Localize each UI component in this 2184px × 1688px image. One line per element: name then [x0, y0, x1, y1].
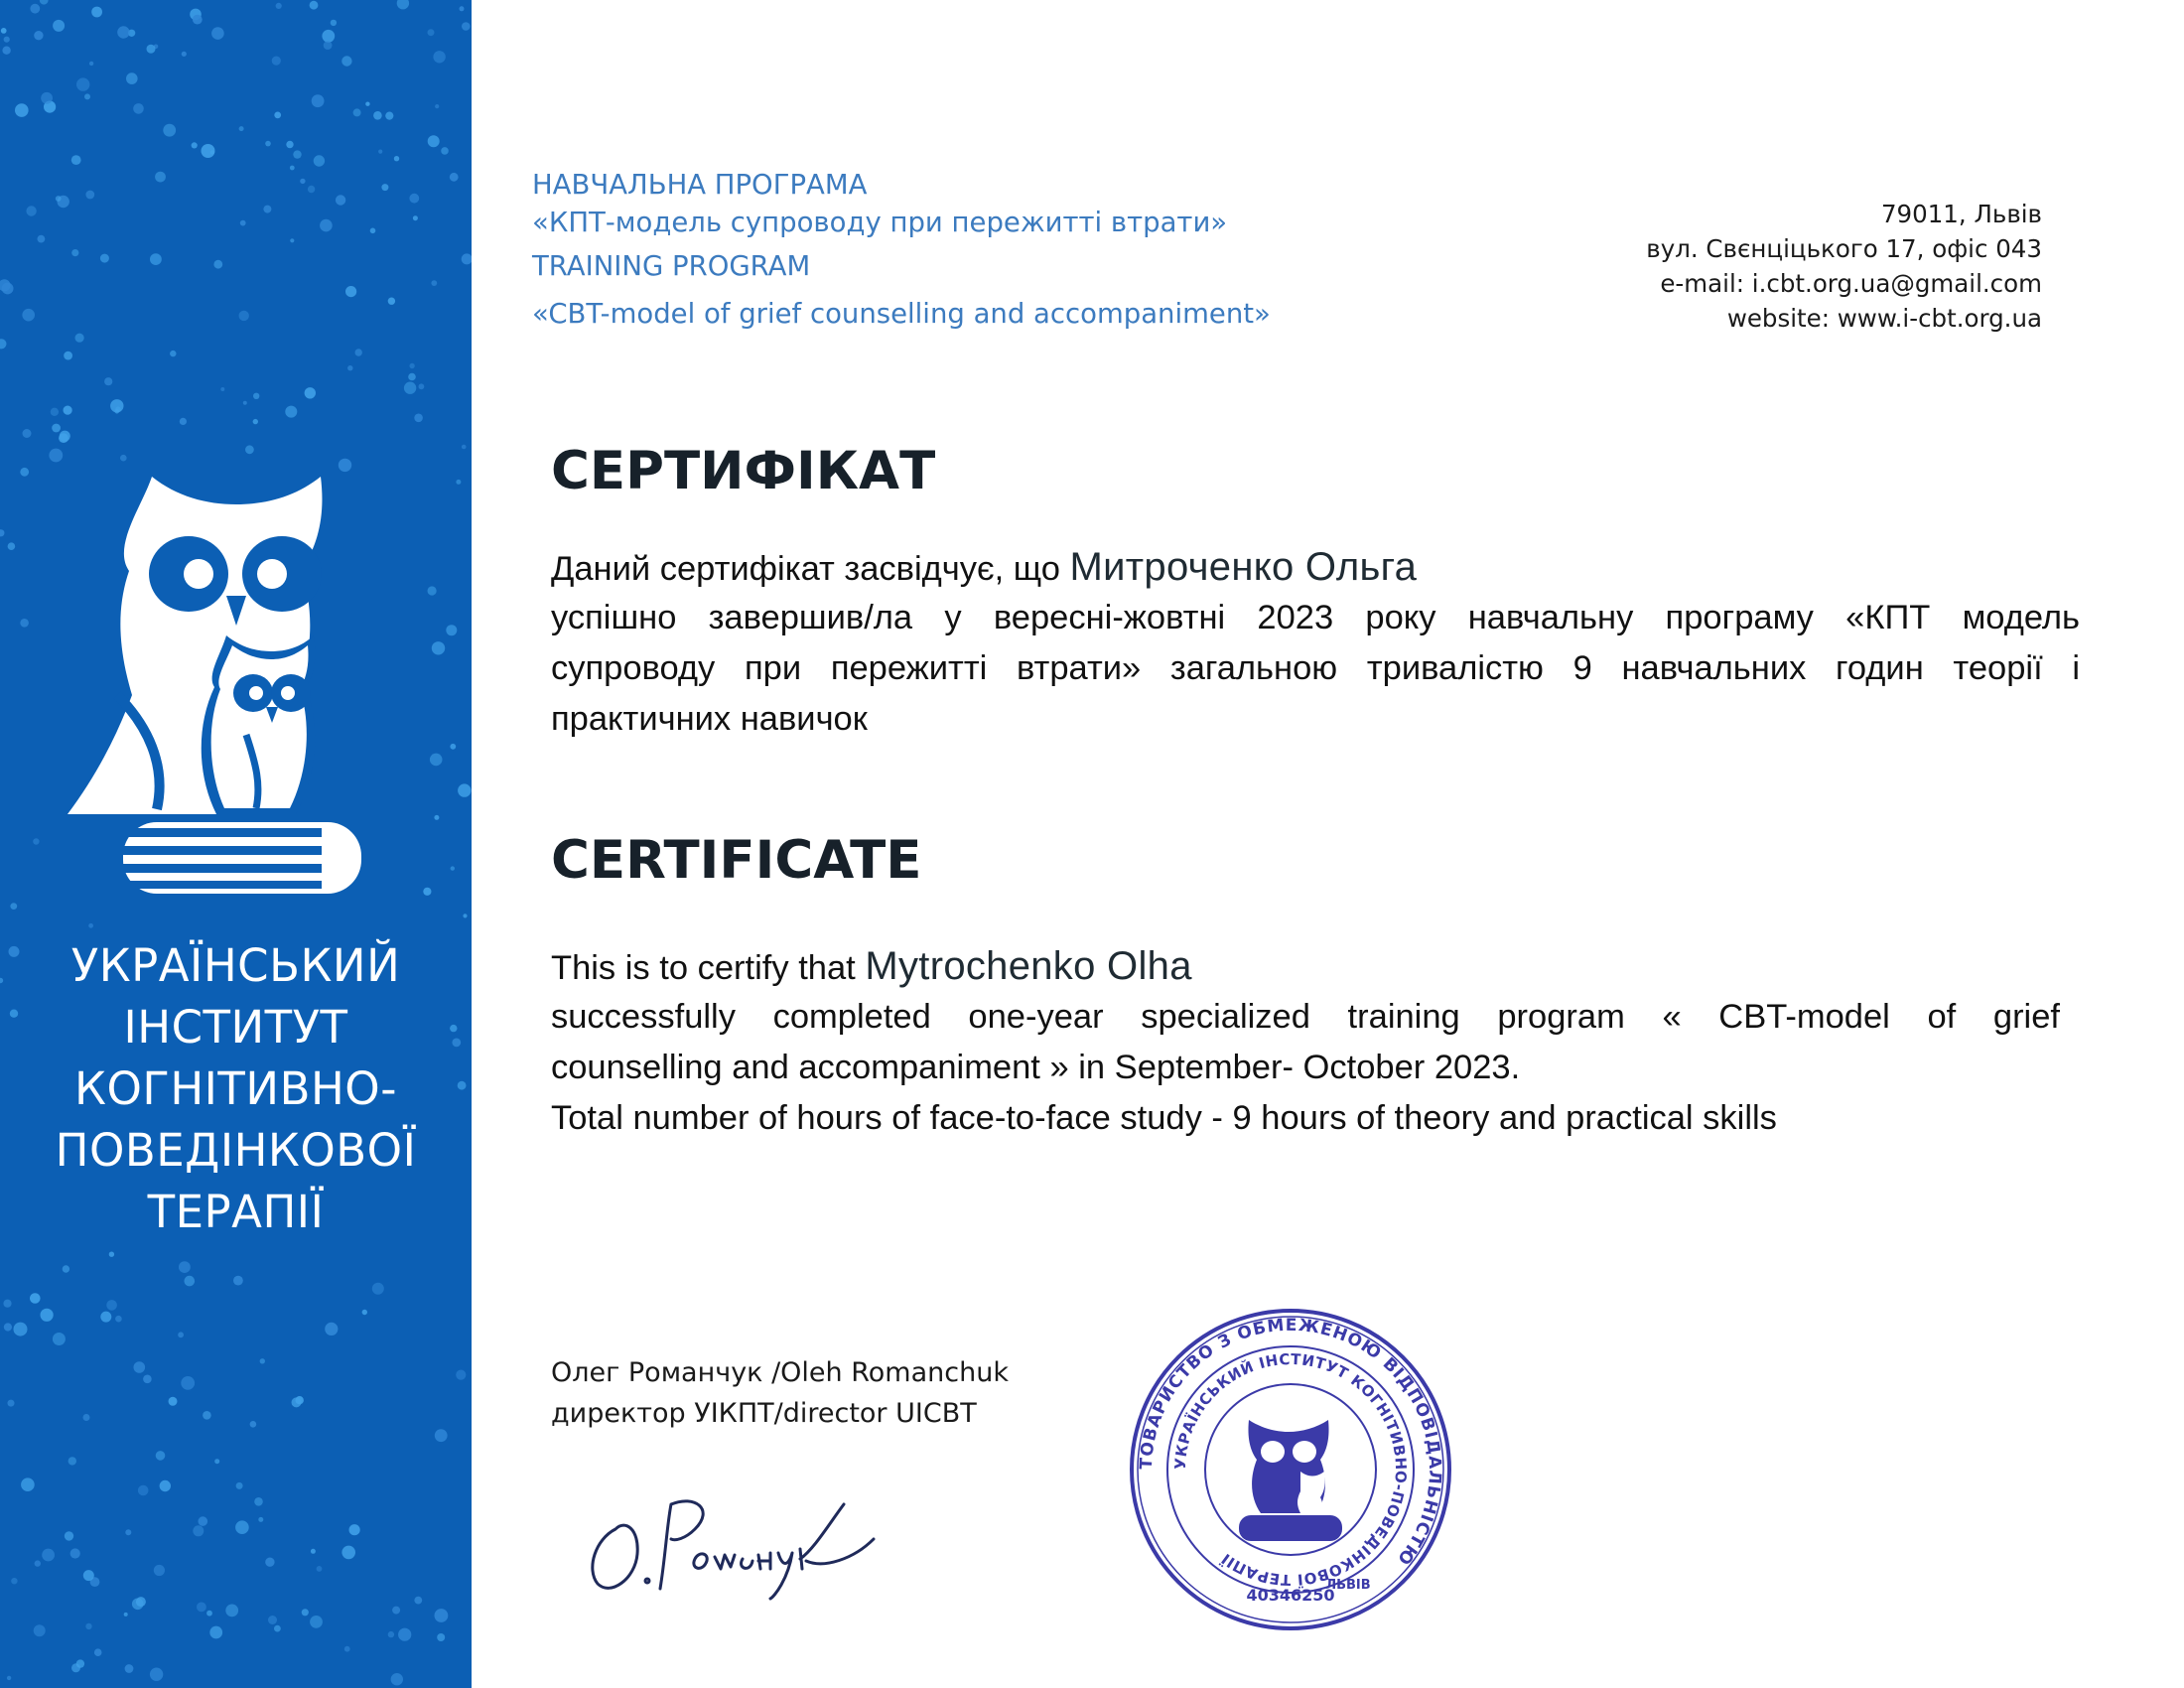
decorative-dot — [124, 1613, 128, 1617]
decorative-dot — [156, 1451, 166, 1461]
decorative-dot — [133, 103, 144, 114]
owls-on-book-icon — [58, 477, 415, 904]
decorative-dot — [260, 1358, 265, 1363]
decorative-dot — [250, 1421, 257, 1428]
decorative-dot — [432, 641, 445, 654]
decorative-dot — [22, 309, 35, 322]
decorative-dot — [462, 253, 472, 264]
decorative-dot — [75, 334, 84, 343]
website-address: website: www.i-cbt.org.ua — [1726, 304, 2042, 333]
decorative-dot — [100, 1312, 111, 1323]
decorative-dot — [38, 235, 46, 243]
certificate-heading-en: CERTIFICATE — [551, 830, 922, 891]
decorative-dot — [109, 1252, 114, 1257]
decorative-dot — [106, 1300, 117, 1311]
decorative-dot — [104, 377, 112, 385]
decorative-dot — [56, 196, 62, 202]
decorative-dot — [430, 754, 443, 767]
decorative-dot — [398, 1628, 411, 1641]
certificate-body-line: практичних навичок — [551, 700, 868, 738]
decorative-dot — [344, 1646, 350, 1652]
decorative-dot — [409, 363, 414, 368]
certificate-heading-ua: СЕРТИФІКАТ — [551, 441, 936, 501]
decorative-dot — [180, 418, 187, 425]
decorative-dot — [181, 1376, 195, 1390]
decorative-dot — [143, 1375, 152, 1384]
decorative-dot — [314, 155, 325, 166]
decorative-dot — [68, 1457, 76, 1465]
decorative-dot — [15, 103, 29, 117]
contact-block — [1646, 197, 2042, 336]
decorative-dot — [302, 1609, 309, 1616]
decorative-dot — [310, 1, 319, 10]
decorative-dot — [30, 1293, 41, 1304]
svg-text:40346250 — [1246, 1586, 1334, 1605]
decorative-dot — [76, 77, 89, 90]
institute-name-line: КОГНІТИВНО- — [74, 1062, 397, 1115]
decorative-dot — [4, 1323, 12, 1331]
decorative-dot — [308, 186, 315, 193]
decorative-dot — [203, 1411, 211, 1420]
decorative-dot — [41, 1309, 54, 1322]
decorative-dot — [394, 156, 399, 161]
decorative-dot — [0, 529, 5, 536]
decorative-dot — [258, 1517, 263, 1522]
decorative-dot — [89, 62, 93, 66]
decorative-dot — [225, 1605, 238, 1618]
program-label-en: TRAINING PROGRAM — [532, 250, 811, 282]
certificate-body-line: successfully completed one-year specialized training program « CBT-model of grief — [551, 998, 2060, 1036]
decorative-dot — [353, 108, 361, 116]
decorative-dot — [51, 408, 59, 416]
decorative-dot — [322, 30, 335, 43]
decorative-dot — [83, 1414, 90, 1421]
decorative-dot — [345, 286, 356, 297]
decorative-dot — [437, 1633, 445, 1641]
decorative-dot — [290, 238, 294, 242]
decorative-dot — [292, 1397, 302, 1407]
decorative-dot — [34, 31, 43, 40]
decorative-dot — [300, 179, 305, 184]
decorative-dot — [147, 45, 156, 54]
decorative-dot — [331, 20, 337, 26]
decorative-dot — [21, 1477, 35, 1491]
certificate-body-line: супроводу при пережитті втрати» загальною тривалістю 9 навчальних годин теорії і — [551, 649, 2080, 687]
decorative-dot — [463, 914, 467, 917]
decorative-dot — [160, 1480, 171, 1491]
signatory-name: Олег Романчук /Oleh Romanchuk — [551, 1357, 1009, 1388]
decorative-dot — [434, 815, 439, 820]
decorative-dot — [20, 619, 29, 628]
decorative-dot — [179, 1261, 191, 1273]
decorative-dot — [235, 1520, 249, 1534]
institute-name-line: ІНСТИТУТ — [123, 1001, 348, 1054]
certificate-text-ua — [551, 542, 2080, 745]
decorative-dot — [65, 1531, 73, 1540]
institute-name-line: УКРАЇНСЬКИЙ — [70, 939, 401, 992]
decorative-dot — [49, 449, 63, 463]
decorative-dot — [117, 26, 129, 38]
certificate-body-line: counselling and accompaniment » in September- October 2023. — [551, 1049, 1521, 1086]
decorative-dot — [263, 206, 271, 213]
decorative-dot — [8, 542, 16, 550]
decorative-dot — [233, 1276, 243, 1286]
decorative-dot — [64, 352, 72, 360]
decorative-dot — [0, 339, 7, 349]
decorative-dot — [285, 406, 297, 418]
decorative-dot — [85, 191, 94, 200]
decorative-dot — [100, 254, 109, 263]
decorative-dot — [378, 150, 382, 154]
decorative-dot — [253, 393, 259, 399]
decorative-dot — [132, 1599, 144, 1611]
decorative-dot — [290, 166, 295, 171]
decorative-dot — [11, 1578, 17, 1584]
stamp-owl-icon — [1239, 1420, 1342, 1541]
decorative-dot — [83, 1570, 94, 1581]
decorative-dot — [365, 102, 369, 106]
decorative-dot — [42, 1549, 55, 1562]
decorative-dot — [460, 6, 465, 11]
decorative-dot — [404, 382, 416, 394]
decorative-dot — [370, 228, 376, 234]
decorative-dot — [305, 387, 316, 398]
decorative-dot — [385, 112, 393, 120]
decorative-dot — [154, 1565, 165, 1576]
decorative-dot — [193, 1525, 204, 1536]
decorative-dot — [388, 298, 395, 305]
institute-name-line: ТЕРАПІЇ — [147, 1186, 325, 1238]
decorative-dot — [85, 1623, 91, 1629]
decorative-dot — [413, 215, 418, 220]
decorative-dot — [392, 1607, 400, 1615]
decorative-dot — [91, 7, 102, 18]
decorative-dot — [336, 195, 345, 205]
signatory-block — [551, 1352, 1009, 1434]
decorative-dot — [428, 135, 440, 147]
decorative-dot — [52, 424, 61, 433]
decorative-dot — [211, 27, 224, 40]
decorative-dot — [388, 1631, 394, 1637]
decorative-dot — [349, 1524, 360, 1535]
stamp-code: 40346250 — [1246, 1586, 1335, 1605]
decorative-dot — [209, 1626, 222, 1639]
decorative-dot — [397, 0, 409, 9]
decorative-dot — [125, 1664, 134, 1673]
decorative-dot — [84, 93, 90, 99]
decorative-dot — [462, 445, 467, 450]
decorative-dot — [53, 1333, 66, 1345]
decorative-dot — [41, 92, 53, 104]
decorative-dot — [70, 1548, 80, 1558]
decorative-dot — [63, 1265, 69, 1272]
decorative-dot — [199, 1516, 208, 1526]
decorative-dot — [170, 351, 176, 356]
decorative-dot — [451, 866, 455, 870]
decorative-dot — [34, 1624, 46, 1636]
decorative-dot — [419, 383, 425, 389]
decorative-dot — [4, 37, 10, 43]
decorative-dot — [239, 311, 249, 321]
decorative-dot — [3, 1300, 11, 1308]
decorative-dot — [245, 445, 254, 454]
institute-name — [0, 935, 472, 1243]
decorative-dot — [10, 903, 17, 910]
decorative-dot — [23, 429, 32, 438]
decorative-dot — [441, 147, 449, 155]
decorative-dot — [391, 1673, 403, 1685]
decorative-dot — [59, 433, 68, 443]
svg-text:ЛЬВІВ — [1325, 1578, 1370, 1593]
decorative-dot — [20, 468, 29, 477]
decorative-dot — [409, 194, 419, 204]
stamp-outer-text: ТОВАРИСТВО З ОБМЕЖЕНОЮ ВІДПОВІДАЛЬНІСТЮ — [1136, 1315, 1445, 1570]
decorative-dot — [433, 51, 445, 63]
stamp-city: ЛЬВІВ — [1325, 1578, 1371, 1593]
decorative-dot — [115, 407, 121, 413]
decorative-dot — [265, 141, 271, 147]
decorative-dot — [381, 184, 388, 191]
decorative-dot — [428, 586, 437, 595]
decorative-dot — [1, 28, 7, 34]
decorative-dot — [408, 373, 416, 381]
decorative-dot — [435, 1429, 448, 1442]
decorative-dot — [347, 365, 352, 370]
decorative-dot — [94, 1648, 102, 1656]
decorative-dot — [265, 1558, 274, 1567]
certificate-text-en — [551, 941, 2080, 1144]
decorative-dot — [362, 1310, 367, 1315]
decorative-dot — [163, 124, 176, 137]
decorative-dot — [341, 56, 351, 66]
decorative-dot — [14, 1323, 28, 1336]
decorative-dot — [30, 4, 40, 14]
decorative-dot — [414, 1597, 422, 1605]
decorative-dot — [64, 406, 72, 415]
decorative-dot — [178, 1332, 184, 1337]
decorative-dot — [355, 349, 362, 355]
decorative-dot — [435, 1609, 449, 1622]
decorative-dot — [240, 220, 246, 226]
decorative-dot — [435, 104, 439, 108]
decorative-dot — [310, 1616, 323, 1628]
decorative-dot — [150, 1668, 163, 1681]
signatory-title: директор УІКПТ/director UICBT — [551, 1398, 977, 1429]
decorative-dot — [372, 1283, 384, 1295]
decorative-dot — [193, 15, 203, 25]
certificate-body-line: успішно завершив/ла у вересні-жовтні 2023 року навчальну програму «КПТ модель — [551, 599, 2080, 636]
decorative-dot — [213, 260, 222, 269]
decorative-dot — [155, 172, 166, 183]
decorative-dot — [311, 1549, 316, 1554]
decorative-dot — [312, 94, 325, 107]
recipient-name-en: Mytrochenko Olha — [865, 944, 1192, 988]
decorative-dot — [7, 1676, 11, 1680]
decorative-dot — [446, 625, 457, 635]
decorative-dot — [254, 1497, 263, 1506]
decorative-dot — [450, 744, 456, 750]
decorative-dot — [197, 1603, 206, 1613]
decorative-dot — [150, 253, 162, 265]
decorative-dot — [272, 57, 281, 66]
decorative-dot — [220, 387, 224, 391]
certificate-body-line: Total number of hours of face-to-face study - 9 hours of theory and practical skills — [551, 1099, 1777, 1137]
decorative-dot — [274, 1625, 281, 1632]
decorative-dot — [40, 0, 49, 5]
decorative-dot — [286, 141, 293, 148]
decorative-dot — [120, 455, 127, 462]
certificate-intro-line — [551, 542, 2080, 593]
decorative-dot — [276, 3, 282, 9]
official-seal-stamp — [1122, 1301, 1459, 1638]
decorative-dot — [134, 1361, 146, 1373]
stamp-inner-text: УКРАЇНСЬКИЙ ІНСТИТУТ КОГНІТИВНО-ПОВЕДІНКОВОЇ ТЕРАПІЇ — [1170, 1349, 1411, 1590]
decorative-dot — [239, 126, 244, 131]
program-label-ua: НАВЧАЛЬНА ПРОГРАМА — [532, 169, 868, 201]
certificate-intro: Даний сертифікат засвідчує, що — [551, 550, 1060, 588]
decorative-dot — [2, 47, 10, 55]
decorative-dot — [456, 480, 461, 485]
decorative-dot — [431, 280, 437, 286]
decorative-dot — [320, 219, 333, 232]
decorative-dot — [35, 1560, 41, 1566]
decorative-dot — [462, 22, 471, 31]
program-title-ua: «КПТ-модель супроводу при пережитті втрати» — [532, 207, 1228, 238]
decorative-dot — [88, 923, 93, 928]
decorative-dot — [71, 155, 81, 165]
decorative-dot — [214, 1459, 219, 1464]
decorative-dot — [182, 52, 187, 57]
decorative-dot — [206, 1611, 212, 1617]
recipient-name-ua: Митроченко Ольга — [1069, 545, 1418, 589]
decorative-dot — [341, 1546, 355, 1560]
decorative-dot — [125, 1529, 131, 1535]
institute-name-line: ПОВЕДІНКОВОЇ — [55, 1124, 417, 1177]
decorative-dot — [26, 206, 36, 215]
decorative-dot — [293, 150, 301, 158]
decorative-dot — [33, 838, 39, 844]
decorative-dot — [202, 144, 215, 158]
decorative-dot — [428, 29, 435, 36]
street-address: вул. Свєнціцького 17, офіс 043 — [1646, 234, 2042, 263]
decorative-dot — [8, 1400, 15, 1407]
brand-panel — [0, 0, 472, 1688]
postal-address: 79011, Львів — [1880, 200, 2042, 228]
decorative-dot — [185, 1276, 196, 1287]
decorative-dot — [456, 1370, 466, 1380]
decorative-dot — [414, 414, 423, 423]
decorative-dot — [253, 419, 258, 424]
decorative-dot — [317, 1566, 323, 1572]
decorative-dot — [115, 1316, 122, 1323]
decorative-dot — [138, 1485, 149, 1496]
decorative-dot — [126, 72, 138, 84]
certificate-intro: This is to certify that — [551, 949, 856, 987]
decorative-dot — [450, 173, 459, 182]
decorative-dot — [324, 41, 333, 50]
decorative-dot — [274, 112, 281, 119]
decorative-dot — [192, 142, 198, 148]
decorative-dot — [71, 249, 78, 256]
decorative-dot — [339, 459, 351, 472]
decorative-dot — [169, 1397, 178, 1406]
decorative-dot — [53, 20, 65, 32]
decorative-dot — [243, 401, 247, 405]
decorative-dot — [373, 111, 382, 120]
decorative-dot — [325, 1323, 338, 1336]
program-title-en: «CBT-model of grief counselling and accompaniment» — [532, 298, 1271, 330]
certificate-intro-line — [551, 941, 2080, 992]
decorative-dot — [423, 888, 431, 896]
handwritten-signature — [576, 1470, 893, 1609]
email-address: e-mail: i.cbt.org.ua@gmail.com — [1660, 269, 2042, 298]
decorative-dot — [71, 1663, 80, 1672]
decorative-dot — [236, 1482, 243, 1489]
decorative-dot — [268, 1616, 277, 1624]
decorative-dot — [458, 783, 471, 796]
